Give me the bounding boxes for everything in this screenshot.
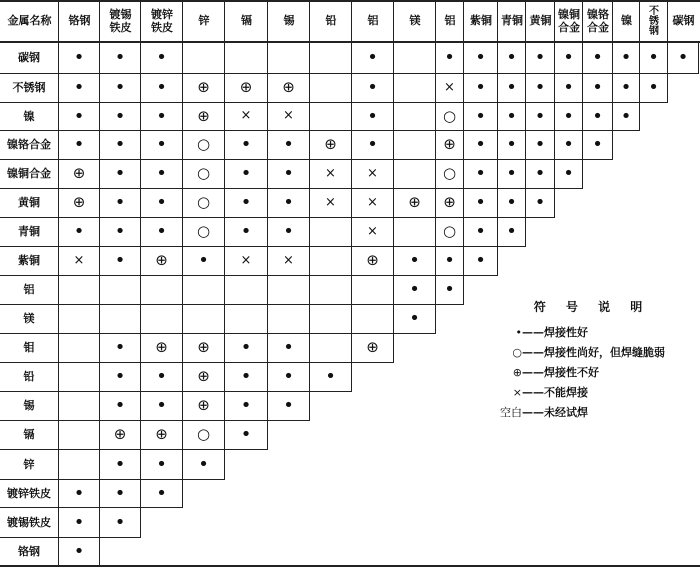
weld-cell: • [444,250,455,271]
weld-cell: • [563,134,574,155]
column-header: 黄铜 [529,14,552,28]
legend-item-bad [488,364,599,380]
legend-text: ——不能焊接 [522,386,588,399]
column-header: 不 锈 钢 [649,5,659,37]
weld-cell [59,363,99,391]
cell-divider [351,363,352,392]
weld-cell: • [367,77,378,98]
legend [488,294,698,424]
weld-cell: • [156,105,167,127]
row-label: 黄铜 [18,196,40,210]
weld-cell [352,305,393,333]
weld-cell: × [444,79,455,95]
weld-cell: • [156,192,167,213]
weld-cell: • [283,192,294,213]
weld-cell: • [475,221,486,242]
column-header: 镍铬 合金 [587,7,609,34]
weld-cell: • [114,366,126,387]
weld-cell [100,305,140,333]
weld-cell: ⊕ [443,135,456,154]
row-label: 锡 [23,399,35,413]
weld-cell [394,160,435,188]
weld-cell: • [592,105,603,127]
weld-cell: • [114,46,126,68]
weld-cell: • [283,221,294,242]
column-header: 锡 [283,14,295,28]
weld-cell: • [114,511,126,533]
cell-divider [639,103,640,131]
weld-cell: • [648,77,659,98]
weld-cell: • [592,134,603,155]
corner-label: 金属名称 [7,13,52,27]
row-label: 镉 [23,428,35,442]
column-header: 紫铜 [470,14,492,28]
column-header: 镀锡 铁皮 [109,7,132,34]
blank-symbol-label: 空白 [500,406,522,419]
row-label: 铬钢 [18,544,40,558]
weld-cell: • [367,134,378,155]
weld-cell: • [283,395,294,416]
weld-cell: • [367,46,378,68]
row-label: 镀锌铁皮 [7,486,51,500]
weld-cell: • [506,105,517,127]
weld-cell: • [506,221,517,242]
weld-cell: • [240,163,252,184]
weld-cell: ⊕ [155,251,168,270]
weld-cell: ⊕ [282,78,295,97]
weld-cell: • [156,46,167,68]
weld-cell: • [475,46,486,68]
column-header: 镀锌 铁皮 [151,7,173,34]
weld-cell [59,392,99,420]
weld-cell [310,305,351,333]
weld-cell [310,334,351,362]
weld-cell: • [534,46,546,68]
row-label: 镀锡铁皮 [7,515,51,529]
weld-cell [59,334,99,362]
cell-divider [525,218,526,247]
weld-cell: × [283,108,294,124]
circle-symbol-icon: ○ [512,346,522,359]
weld-cell [59,421,99,449]
weld-cell: × [367,165,378,181]
weld-cell: • [73,221,85,242]
weld-cell: • [592,77,603,98]
weld-cell: • [563,46,574,68]
column-header: 镍铜 合金 [558,7,580,34]
weld-cell: • [506,163,517,184]
legend-text: ——焊接性不好 [522,366,599,379]
weld-cell: • [73,105,85,127]
weld-cell: • [475,134,486,155]
weld-cell [183,42,224,73]
row-label: 碳钢 [18,50,40,64]
weld-cell: • [156,482,167,504]
weld-cell: • [114,77,126,98]
weld-cell [310,103,351,130]
weld-cell: • [73,511,85,533]
weld-cell: • [73,482,85,504]
weld-cell: ⊕ [155,425,168,444]
row-label: 锌 [23,457,35,471]
row-label: 镍铬合金 [7,138,51,152]
weld-cell: • [475,105,486,127]
weld-cell [394,42,435,73]
weld-cell [268,42,309,73]
weld-cell: ○ [196,135,211,154]
weld-cell: × [367,194,378,210]
row-divider [0,565,100,566]
weld-cell: • [444,279,455,300]
weld-cell: • [534,163,546,184]
weld-cell [59,305,99,333]
weld-cell: ○ [442,222,457,241]
weld-cell [310,74,351,102]
weld-cell: • [367,105,378,127]
weld-cell: ⊕ [443,193,456,212]
weld-cell: • [114,134,126,155]
weld-cell [310,247,351,275]
column-header: 锌 [198,14,210,28]
cell-divider [435,305,436,334]
weld-cell: • [534,192,546,213]
weld-cell: • [73,134,85,155]
weld-cell: • [114,337,126,358]
weld-cell [310,218,351,246]
legend-item-no [488,384,588,400]
weld-cell: • [114,453,126,475]
weld-cell: • [506,77,517,98]
weld-cell: ⊕ [197,338,210,357]
weld-cell: • [283,134,294,155]
weld-cell: ⊕ [72,193,86,212]
cell-divider [497,247,498,276]
legend-item-ok [488,344,665,360]
weld-cell: ⊕ [197,367,210,386]
weld-cell: • [620,105,632,127]
column-header: 铝 [444,14,456,28]
cell-divider [99,538,100,566]
weld-cell: ○ [196,425,211,444]
cross-symbol-icon: × [512,386,522,399]
weld-cell [310,276,351,304]
weld-cell: • [240,337,252,358]
weld-cell: • [73,46,85,68]
weld-cell: • [114,192,126,213]
weld-cell: ⊕ [113,425,127,444]
legend-title: 符 号 说 明 [533,300,651,314]
weld-cell: • [73,540,85,562]
weld-cell: • [444,46,455,68]
weld-cell: • [156,163,167,184]
weld-cell: ⊕ [408,193,421,212]
weld-cell: ○ [196,164,211,183]
weld-cell [59,450,99,479]
legend-text: ——焊接性好 [522,326,588,339]
weld-cell: ⊕ [72,164,86,183]
weld-cell [141,305,182,333]
weld-cell: • [240,192,252,213]
weld-cell: • [198,250,209,271]
weld-cell [100,276,140,304]
weld-cell: ⊕ [324,135,337,154]
weld-cell: • [563,77,574,98]
weld-cell: • [563,105,574,127]
weld-cell [225,276,267,304]
weld-cell: ⊕ [155,338,168,357]
weld-cell: • [506,46,517,68]
weld-cell [394,218,435,246]
weld-cell: • [325,366,336,387]
weld-cell: • [475,163,486,184]
weld-cell: ⊕ [366,251,379,270]
legend-item-blank [488,404,588,420]
weld-cell: • [240,221,252,242]
weld-cell [183,305,224,333]
weld-cell: × [240,108,252,124]
weld-cell: • [534,77,546,98]
column-header: 青铜 [501,14,523,28]
weld-cell: • [648,46,659,68]
weld-cell [141,276,182,304]
cell-divider [463,276,464,305]
cell-divider [612,131,613,160]
column-header: 镍 [621,14,632,28]
circle-plus-symbol-icon: ⊕ [512,366,522,379]
weld-cell [352,276,393,304]
legend-text: ——焊接性尚好，但焊缝脆弱 [522,346,665,359]
column-header: 碳钢 [672,14,695,28]
weld-cell: • [677,46,689,68]
weld-cell: × [73,252,85,268]
weld-cell: × [325,194,336,210]
weld-cell [394,103,435,130]
weld-cell: • [114,482,126,504]
cell-divider [698,42,699,74]
cell-divider [309,392,310,421]
row-label: 紫铜 [18,254,40,268]
weld-cell: • [475,192,486,213]
weld-cell: × [240,252,252,268]
weld-cell: • [156,395,167,416]
cell-divider [140,508,141,538]
weld-cell: • [156,134,167,155]
weld-cell: • [114,395,126,416]
column-header: 铅 [325,14,337,28]
column-header: 铬钢 [68,14,91,28]
cell-divider [667,74,668,103]
weld-cell: • [506,134,517,155]
weld-cell: • [114,105,126,127]
weld-cell: • [114,163,126,184]
weld-cell: • [534,134,546,155]
weld-cell: • [156,366,167,387]
weld-cell: • [409,308,420,329]
cell-divider [182,480,183,508]
weld-cell: × [283,252,294,268]
weld-cell: • [240,134,252,155]
row-label: 铅 [23,370,35,384]
weld-cell: ○ [196,222,211,241]
weld-cell: • [475,77,486,98]
cell-divider [267,421,268,450]
weld-cell: ⊕ [239,78,253,97]
legend-item-good [488,324,588,340]
weld-cell: ⊕ [197,106,210,125]
weld-cell: • [114,221,126,242]
weld-cell: • [156,221,167,242]
weld-cell: • [240,424,252,445]
weld-cell: • [156,453,167,475]
weld-cell: • [409,279,420,300]
weld-cell: • [156,77,167,98]
weld-cell: • [592,46,603,68]
weld-cell: • [409,250,420,271]
weld-cell [225,305,267,333]
weld-cell: ○ [442,164,457,183]
weld-cell: • [283,337,294,358]
dot-symbol-icon: • [515,326,522,339]
weld-cell: ⊕ [197,396,210,415]
weld-cell: • [534,105,546,127]
weld-cell [394,74,435,102]
column-header: 铝 [367,14,379,28]
row-label: 镍 [23,109,35,123]
weld-cell: • [240,366,252,387]
row-label: 钼 [23,341,35,355]
cell-divider [554,189,555,218]
cell-divider [582,160,583,189]
column-header: 镁 [409,14,421,28]
weld-cell [268,276,309,304]
weld-cell [268,305,309,333]
weld-cell: • [240,395,252,416]
column-header: 镉 [241,14,252,28]
cell-divider [393,334,394,363]
weld-cell: ○ [196,193,211,212]
weld-cell: • [283,163,294,184]
row-label: 不锈钢 [12,81,46,95]
weld-cell: • [506,192,517,213]
weld-cell: ⊕ [366,338,379,357]
weld-cell: • [283,366,294,387]
weld-cell: • [73,77,85,98]
weld-cell [225,42,267,73]
weld-cell: • [620,46,632,68]
row-label: 青铜 [18,225,40,239]
weld-cell: • [563,163,574,184]
weld-cell [310,42,351,73]
weld-cell: • [620,77,632,98]
weld-cell: ⊕ [197,78,210,97]
weld-cell [59,276,99,304]
row-label: 镁 [23,312,35,326]
weld-cell: ○ [442,106,457,125]
cell-divider [224,450,225,480]
weld-cell [394,131,435,159]
row-label: 铝 [23,283,35,297]
row-label: 镍铜合金 [7,167,51,181]
weld-cell: • [114,250,126,271]
weld-cell: × [325,165,336,181]
weld-cell: × [367,223,378,239]
legend-text: ——未经试焊 [522,406,588,419]
weld-cell: • [475,250,486,271]
weld-cell: • [198,453,209,475]
weld-cell [183,276,224,304]
